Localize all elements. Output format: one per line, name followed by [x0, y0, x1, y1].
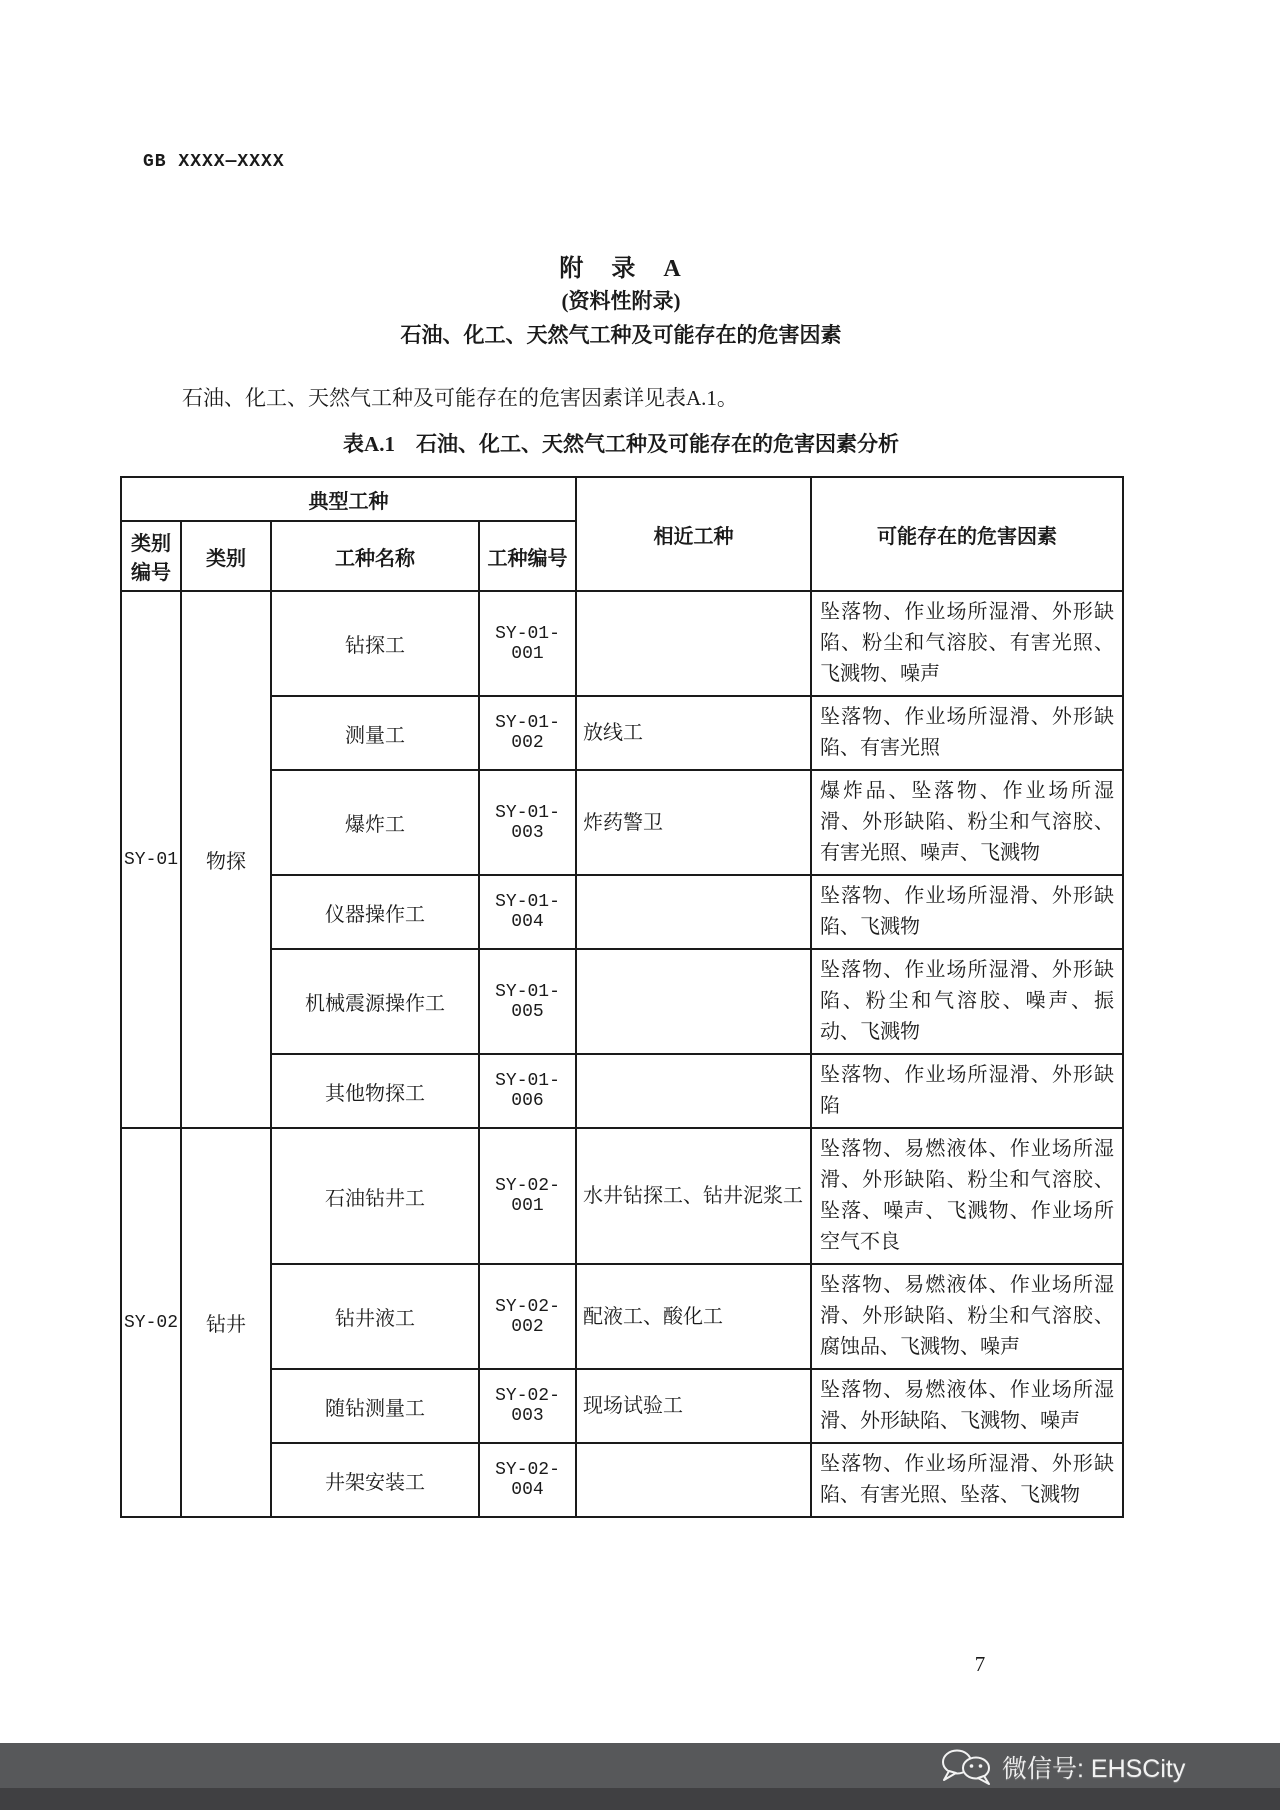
hazards-cell: 坠落物、易燃液体、作业场所湿滑、外形缺陷、粉尘和气溶胶、腐蚀品、飞溅物、噪声	[811, 1264, 1123, 1369]
table-row	[121, 1054, 1123, 1128]
similar-jobs-cell	[576, 1443, 811, 1517]
similar-jobs-cell	[576, 591, 811, 696]
job-code-cell: SY-01-005	[479, 949, 576, 1054]
job-name-cell: 测量工	[271, 696, 479, 770]
table-row	[121, 770, 1123, 875]
hazards-cell: 坠落物、作业场所湿滑、外形缺陷、有害光照、坠落、飞溅物	[811, 1443, 1123, 1517]
hazards-table	[120, 476, 1124, 1518]
hazards-cell: 坠落物、作业场所湿滑、外形缺陷、飞溅物	[811, 875, 1123, 949]
table-header-row-1	[121, 477, 1123, 521]
similar-jobs-cell: 水井钻探工、钻井泥浆工	[576, 1128, 811, 1264]
job-code-cell: SY-02-003	[479, 1369, 576, 1443]
hazards-cell: 坠落物、作业场所湿滑、外形缺陷、粉尘和气溶胶、有害光照、飞溅物、噪声	[811, 591, 1123, 696]
col-header-similar-jobs: 相近工种	[576, 477, 811, 591]
intro-paragraph: 石油、化工、天然气工种及可能存在的危害因素详见表A.1。	[182, 386, 738, 410]
table-row	[121, 1443, 1123, 1517]
doc-header: GB XXXX—XXXX	[143, 152, 285, 172]
job-name-cell: 其他物探工	[271, 1054, 479, 1128]
job-name-cell: 石油钻井工	[271, 1128, 479, 1264]
job-code-cell: SY-01-003	[479, 770, 576, 875]
hazards-cell: 坠落物、作业场所湿滑、外形缺陷、有害光照	[811, 696, 1123, 770]
col-header-job-code: 工种编号	[479, 521, 576, 591]
job-name-cell: 钻井液工	[271, 1264, 479, 1369]
table-row	[121, 1264, 1123, 1369]
job-name-cell: 井架安装工	[271, 1443, 479, 1517]
job-code-cell: SY-02-004	[479, 1443, 576, 1517]
similar-jobs-cell	[576, 875, 811, 949]
category-cell: 物探	[181, 591, 271, 1128]
hazards-table-body	[121, 591, 1123, 1517]
col-header-category-code: 类别编号	[121, 521, 181, 591]
job-name-cell: 爆炸工	[271, 770, 479, 875]
appendix-subtitle: (资料性附录)	[561, 289, 681, 313]
footer-substrip	[0, 1788, 1280, 1810]
category-cell: 钻井	[181, 1128, 271, 1517]
category-code-cell: SY-01	[121, 591, 181, 1128]
table-row	[121, 1128, 1123, 1264]
similar-jobs-cell: 配液工、酸化工	[576, 1264, 811, 1369]
col-header-category: 类别	[181, 521, 271, 591]
table-row	[121, 949, 1123, 1054]
table-row	[121, 591, 1123, 696]
footer-content	[940, 1747, 1185, 1787]
job-name-cell: 钻探工	[271, 591, 479, 696]
job-name-cell: 仪器操作工	[271, 875, 479, 949]
appendix-title: 附 录 A	[559, 256, 683, 282]
wechat-label: 微信号: EHSCity	[1002, 1755, 1186, 1783]
table-caption: 表A.1 石油、化工、天然气工种及可能存在的危害因素分析	[343, 432, 899, 456]
job-code-cell: SY-01-001	[479, 591, 576, 696]
job-code-cell: SY-02-002	[479, 1264, 576, 1369]
table-row	[121, 875, 1123, 949]
job-code-cell: SY-02-001	[479, 1128, 576, 1264]
similar-jobs-cell	[576, 949, 811, 1054]
job-code-cell: SY-01-004	[479, 875, 576, 949]
category-code-cell: SY-02	[121, 1128, 181, 1517]
similar-jobs-cell	[576, 1054, 811, 1128]
job-name-cell: 随钻测量工	[271, 1369, 479, 1443]
hazards-cell: 爆炸品、坠落物、作业场所湿滑、外形缺陷、粉尘和气溶胶、有害光照、噪声、飞溅物	[811, 770, 1123, 875]
table-row	[121, 1369, 1123, 1443]
col-header-hazards: 可能存在的危害因素	[811, 477, 1123, 591]
col-header-job-name: 工种名称	[271, 521, 479, 591]
hazards-cell: 坠落物、易燃液体、作业场所湿滑、外形缺陷、粉尘和气溶胶、坠落、噪声、飞溅物、作业场所空气不良	[811, 1128, 1123, 1264]
hazards-cell: 坠落物、作业场所湿滑、外形缺陷	[811, 1054, 1123, 1128]
similar-jobs-cell: 放线工	[576, 696, 811, 770]
col-header-typical-group: 典型工种	[121, 477, 576, 521]
footer-bar	[0, 1743, 1280, 1810]
hazards-cell: 坠落物、作业场所湿滑、外形缺陷、粉尘和气溶胶、噪声、振动、飞溅物	[811, 949, 1123, 1054]
job-code-cell: SY-01-002	[479, 696, 576, 770]
hazards-cell: 坠落物、易燃液体、作业场所湿滑、外形缺陷、飞溅物、噪声	[811, 1369, 1123, 1443]
appendix-heading: 石油、化工、天然气工种及可能存在的危害因素	[400, 323, 842, 347]
similar-jobs-cell: 现场试验工	[576, 1369, 811, 1443]
wechat-icon	[940, 1747, 994, 1787]
similar-jobs-cell: 炸药警卫	[576, 770, 811, 875]
job-code-cell: SY-01-006	[479, 1054, 576, 1128]
table-row	[121, 696, 1123, 770]
page-number: 7	[974, 1652, 986, 1676]
job-name-cell: 机械震源操作工	[271, 949, 479, 1054]
